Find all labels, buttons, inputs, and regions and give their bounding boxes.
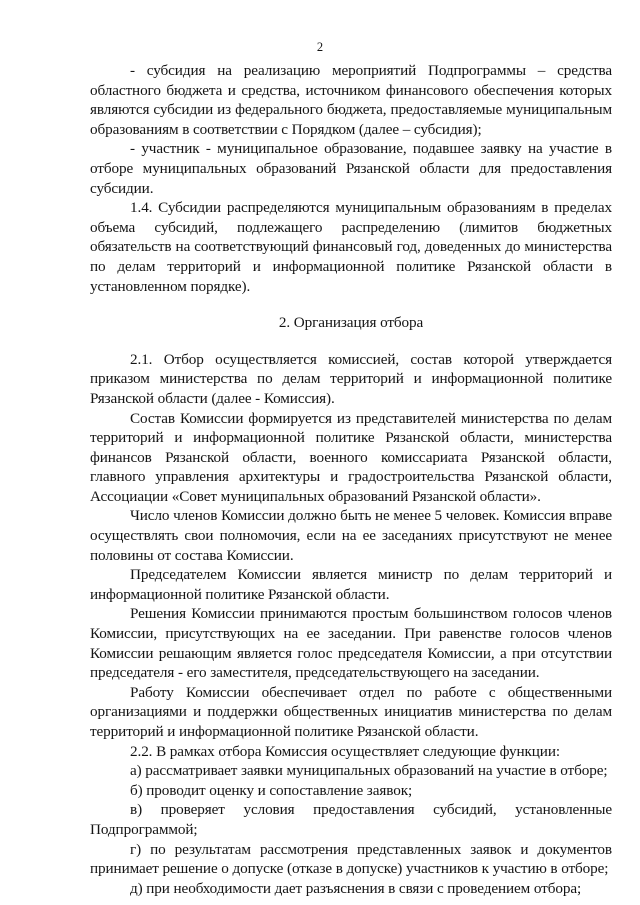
list-item-d: д) при необходимости дает разъяснения в связи с проведением отбора; — [130, 879, 582, 897]
paragraph-2-2: 2.2. В рамках отбора Комиссия осуществляет следующие функции: — [130, 742, 560, 760]
paragraph-commission-quorum: Число членов Комиссии должно быть не менее 5 человек. Комиссия вправе осуществлять свои полномочия, если на ее заседаниях присутствуют не менее половины от состава Комиссии. — [90, 507, 612, 564]
list-item-a: а) рассматривает заявки муниципальных образований на участие в отборе; — [130, 762, 608, 780]
paragraph-commission-chair: Председателем Комиссии является министр по делам территорий и информационной политике Рязанской области. — [90, 566, 612, 603]
paragraph-commission-decisions: Решения Комиссии принимаются простым большинством голосов членов Комиссии, присутствующих на ее заседании. При равенстве голосов членов Комиссии решающим является голос председателя Комиссии, а при отсутствии председателя - его заместителя, председательствующего на заседании. — [90, 605, 612, 682]
paragraph-1-4: 1.4. Субсидии распределяются муниципальным образованиям в пределах объема субсидий, подлежащего распределению (лимитов бюджетных обязательств на соответствующий финансовый год, доведенных до министерства по делам территорий и информационной политике Рязанской области в установленном порядке). — [90, 199, 612, 295]
paragraph-commission-support: Работу Комиссии обеспечивает отдел по работе с общественными организациями и поддержки общественных инициатив министерства по делам территорий и информационной политике Рязанской области. — [90, 683, 612, 740]
paragraph-2-1: 2.1. Отбор осуществляется комиссией, состав которой утверждается приказом министерства по делам территорий и информационной политике Рязанской области (далее - Комиссия). — [90, 350, 612, 407]
page-number: 2 — [316, 40, 324, 54]
list-item-v: в) проверяет условия предоставления субсидий, установленные Подпрограммой; — [90, 801, 612, 838]
paragraph-commission-composition: Состав Комиссии формируется из представителей министерства по делам территорий и информационной политике Рязанской области, министерства финансов Рязанской области, военного комиссариата Рязанской области, главного управления архитектуры и градостроительства Рязанской области, Ассоциации «Совет муниципальных образований Рязанской области». — [90, 409, 612, 505]
list-item-b: б) проводит оценку и сопоставление заявок; — [130, 781, 413, 799]
paragraph-participant-definition: - участник - муниципальное образование, подавшее заявку на участие в отборе муниципальных образований Рязанской области для предоставления субсидии. — [90, 140, 612, 197]
paragraph-subsidy-definition: - субсидия на реализацию мероприятий Подпрограммы – средства областного бюджета и средства, источником финансового обеспечения которых являются субсидии из федерального бюджета, предоставляемые муниципальным образованиям в соответствии с Порядком (далее – субсидия); — [90, 62, 612, 138]
list-item-g: г) по результатам рассмотрения представленных заявок и документов принимает решение о допуске (отказе в допуске) участников к участию в отборе; — [90, 840, 612, 878]
section-heading: 2. Организация отбора — [278, 314, 424, 332]
document-body — [90, 61, 612, 898]
